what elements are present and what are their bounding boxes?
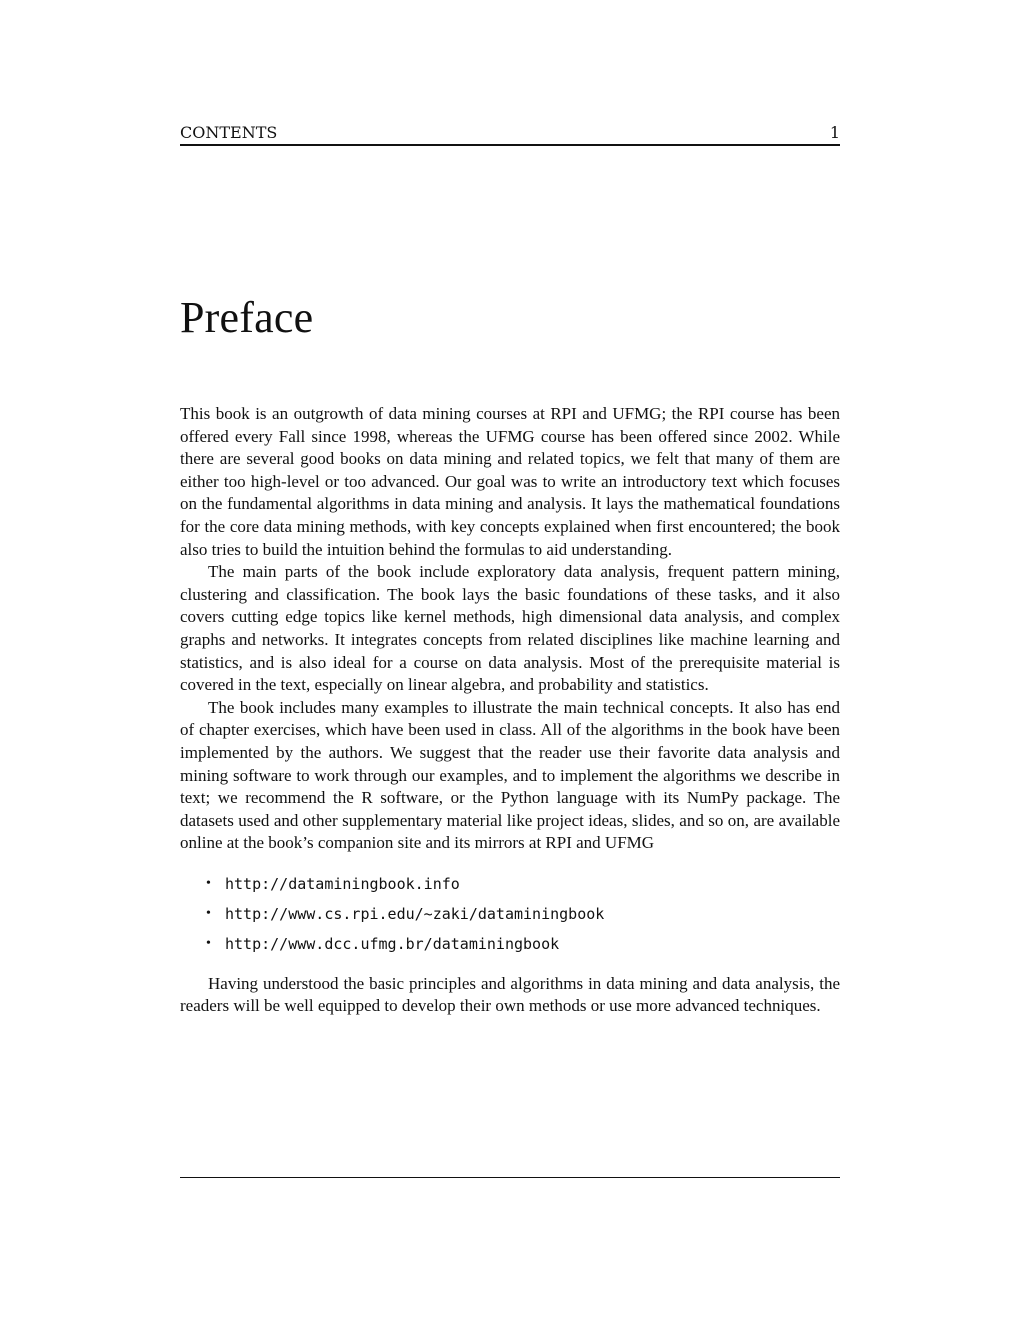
list-item <box>180 929 840 959</box>
paragraph-3: The book includes many examples to illustrate the main technical concepts. It also has end of chapter exercises, which have been used in class. All of the algorithms in the book have been implemented by the authors. We suggest that the reader use their favorite data analysis and mining software to work through our examples, and to implement the algorithms we describe in text; we recommend the R software, or the Python language with its NumPy package. The datasets used and other supplementary material like project ideas, slides, and so on, are available online at the book’s companion site and its mirrors at RPI and UFMG <box>180 697 840 853</box>
paragraph-2: The main parts of the book include exploratory data analysis, frequent pattern mining, clustering and classification. The book lays the basic foundations of these tasks, and it also covers cutting edge topics like kernel methods, high dimensional data analysis, and complex graphs and networks. It integrates concepts from related disciplines like machine learning and statistics, and is also ideal for a course on data analysis. Most of the prerequisite material is covered in the text, especially on linear algebra, and probability and statistics. <box>180 562 840 695</box>
paragraph-4: Having understood the basic principles and algorithms in data mining and data analysis, the readers will be well equipped to develop their own methods or use more advanced techniques. <box>180 973 840 1016</box>
chapter-title: Preface <box>180 293 314 342</box>
footer-divider <box>180 1177 840 1178</box>
page-number: 1 <box>829 123 840 142</box>
running-header <box>180 124 840 146</box>
bullet-icon: • <box>206 935 211 951</box>
url-link-ufmg-mirror[interactable]: http://www.dcc.ufmg.br/dataminingbook <box>225 934 560 953</box>
document-page <box>180 0 840 1320</box>
list-item <box>180 899 840 929</box>
url-link-rpi-mirror[interactable]: http://www.cs.rpi.edu/~zaki/dataminingbook <box>225 904 605 923</box>
url-list <box>180 869 840 959</box>
paragraph-1: This book is an outgrowth of data mining courses at RPI and UFMG; the RPI course has been offered every Fall since 1998, whereas the UFMG course has been offered since 2002. While there are several good books on data mining and related topics, we felt that many of them are either too high-level or too advanced. Our goal was to write an introductory text which focuses on the fundamental algorithms in data mining and analysis. It lays the mathematical foundations for the core data mining methods, with key concepts explained when first encountered; the book also tries to build the intuition behind the formulas to aid understanding. <box>180 404 840 559</box>
preface-body <box>180 403 840 1018</box>
bullet-icon: • <box>206 875 211 891</box>
list-item <box>180 869 840 899</box>
header-section-label: CONTENTS <box>180 123 278 142</box>
url-link-companion-site[interactable]: http://dataminingbook.info <box>225 874 460 893</box>
bullet-icon: • <box>206 905 211 921</box>
